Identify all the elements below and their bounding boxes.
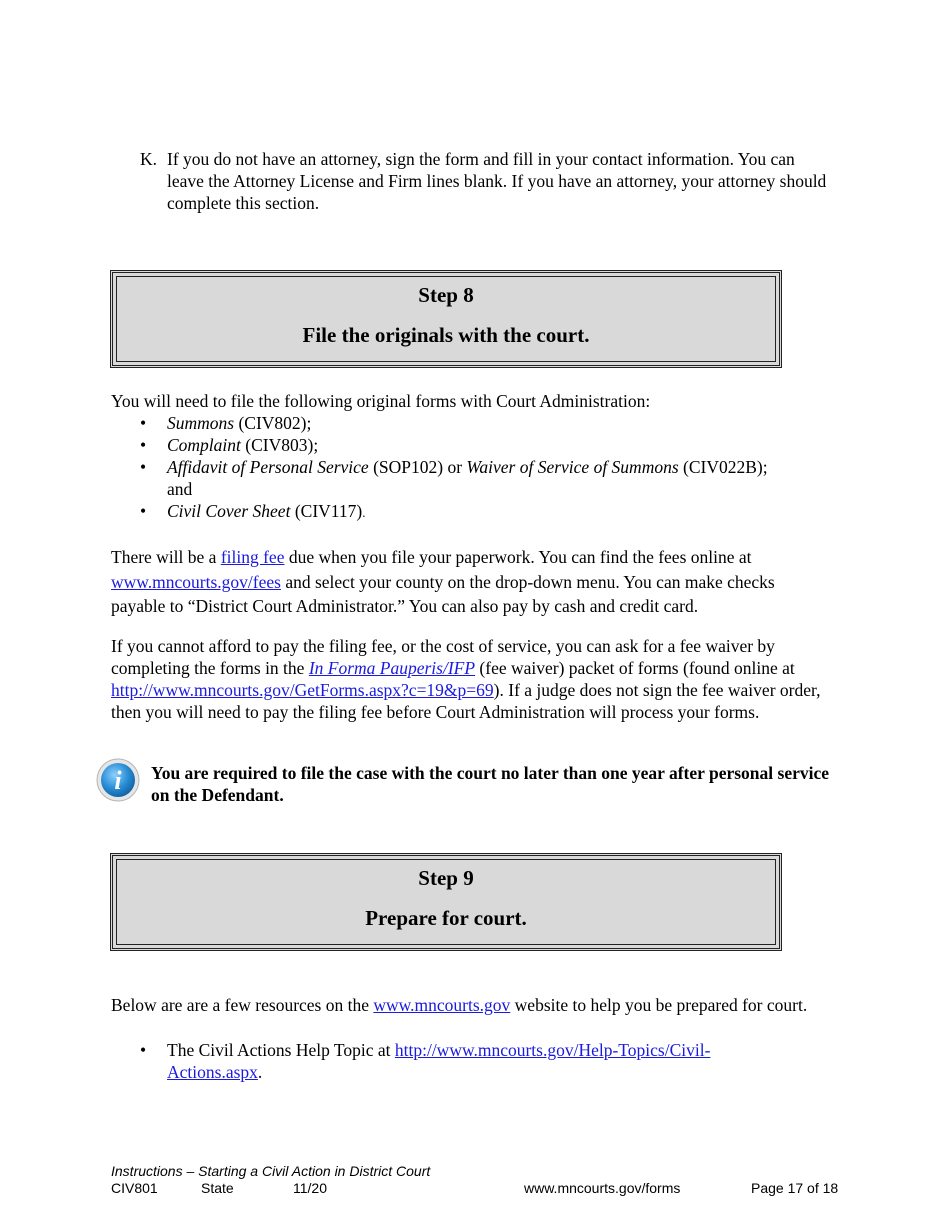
form-period: . xyxy=(362,505,366,520)
resources-text: Below are are a few resources on the xyxy=(111,995,374,1015)
resources-paragraph xyxy=(111,994,831,1016)
ifp-link[interactable]: In Forma Pauperis/IFP xyxy=(308,658,476,678)
waiver-text: (fee waiver) packet of forms (found online at xyxy=(475,658,795,678)
list-item xyxy=(140,434,830,456)
fee-paragraph xyxy=(111,545,831,619)
form-code: (CIV802); xyxy=(234,413,312,433)
form-connector: and xyxy=(167,479,193,499)
info-icon xyxy=(96,758,140,802)
footer-page-number: Page 17 of 18 xyxy=(751,1180,839,1196)
form-name: Complaint xyxy=(167,435,241,455)
footer-jurisdiction: State xyxy=(201,1180,234,1196)
resource-text: . xyxy=(257,1062,263,1082)
step-9-title: Step 9 xyxy=(418,866,474,890)
waiver-text: ). If a judge does not sign the fee waiver order, then you will need to pay the filing fee before Court Administration will process your forms. xyxy=(111,680,821,722)
list-item xyxy=(140,456,830,500)
step-8-subtitle: File the originals with the court. xyxy=(302,323,590,347)
file-intro: You will need to file the following original forms with Court Administration: xyxy=(111,391,651,411)
step-9-box xyxy=(110,853,782,951)
list-item xyxy=(140,500,830,524)
waiver-paragraph xyxy=(111,635,831,723)
fee-text: There will be a xyxy=(111,547,221,567)
filing-deadline-note: You are required to file the case with the court no later than one year after personal service on the Defendant. xyxy=(151,763,830,805)
list-item xyxy=(140,1039,760,1083)
info-icon-glyph: i xyxy=(114,766,122,795)
footer-date: 11/20 xyxy=(293,1180,327,1196)
form-name: Summons xyxy=(167,413,235,433)
forms-list xyxy=(140,412,830,524)
form-code: (CIV803); xyxy=(240,435,319,455)
form-code: (CIV022B); xyxy=(678,457,768,477)
civil-actions-link[interactable]: http://www.mncourts.gov/Help-Topics/Civil-Actions.aspx xyxy=(167,1040,711,1082)
footer-url: www.mncourts.gov/forms xyxy=(524,1180,681,1196)
step-9-subtitle: Prepare for court. xyxy=(365,906,527,930)
step-8-title: Step 8 xyxy=(418,283,474,307)
bullet-icon: • xyxy=(140,435,147,455)
form-code: (CIV117) xyxy=(290,501,363,521)
footer-form-code: CIV801 xyxy=(111,1180,158,1196)
getforms-link[interactable]: http://www.mncourts.gov/GetForms.aspx?c=19&p=69 xyxy=(111,680,494,700)
list-item xyxy=(140,412,830,434)
bullet-icon: • xyxy=(140,457,147,477)
form-name: Waiver of Service of Summons xyxy=(466,457,679,477)
bullet-icon: • xyxy=(140,1040,147,1060)
footer-title: Instructions – Starting a Civil Action in District Court xyxy=(111,1163,431,1179)
fee-text: due when you file your paperwork. You can find the fees online at xyxy=(284,547,752,567)
form-name: Affidavit of Personal Service xyxy=(167,457,369,477)
form-name: Civil Cover Sheet xyxy=(167,501,291,521)
bullet-icon: • xyxy=(140,501,147,521)
filing-fee-link[interactable]: filing fee xyxy=(220,547,285,567)
form-connector: (SOP102) or xyxy=(368,457,467,477)
resource-text: The Civil Actions Help Topic at xyxy=(167,1040,395,1060)
step-8-box xyxy=(110,270,782,368)
item-k-label: K. xyxy=(140,149,158,169)
resources-list xyxy=(140,1039,760,1083)
bullet-icon: • xyxy=(140,413,147,433)
mncourts-link[interactable]: www.mncourts.gov xyxy=(373,995,511,1015)
fees-url-link[interactable]: www.mncourts.gov/fees xyxy=(111,571,281,592)
fee-text: and select your county on the drop-down menu. You can make checks payable to “District Court Administrator.” You can also pay by cash and credit card. xyxy=(111,571,775,616)
item-k-text: If you do not have an attorney, sign the form and fill in your contact information. You can leave the Attorney License and Firm lines blank. If you have an attorney, your attorney should complete this section. xyxy=(167,149,827,213)
resources-text: website to help you be prepared for court. xyxy=(510,995,808,1015)
waiver-text: If you cannot afford to pay the filing fee, or the cost of service, you can ask for a fee waiver by completing the forms in the xyxy=(111,636,775,678)
